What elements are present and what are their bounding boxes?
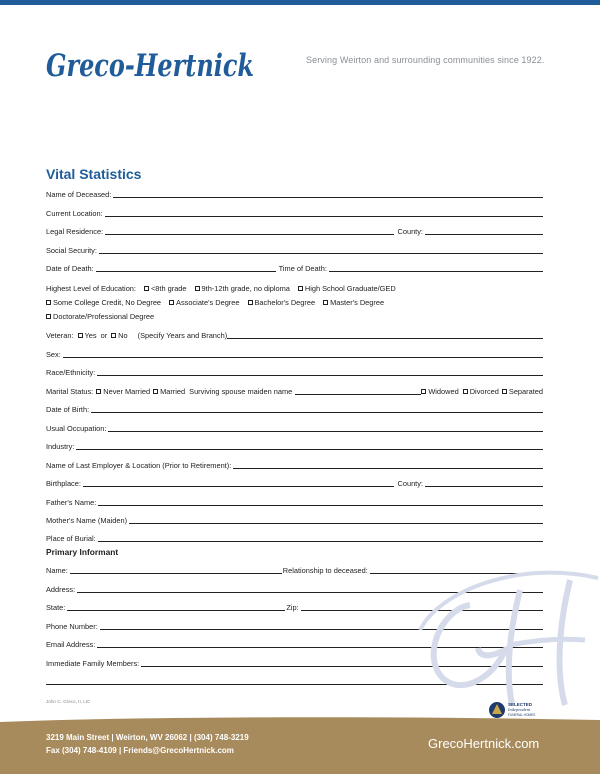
field-race [46, 365, 543, 377]
field-label: Social Security: [46, 246, 97, 255]
website-link[interactable]: GrecoHertnick.com [428, 736, 540, 751]
married-option[interactable]: Married [153, 387, 185, 396]
checkbox[interactable] [111, 333, 116, 338]
checkbox[interactable] [46, 300, 51, 305]
checkbox[interactable] [298, 286, 303, 291]
field-label: Address: [46, 585, 76, 594]
field-last-employer [46, 458, 543, 470]
field-label: Current Location: [46, 209, 103, 218]
footer-address [46, 731, 249, 757]
education-option[interactable]: Some College Credit, No Degree [46, 298, 161, 307]
education-option[interactable]: Bachelor's Degree [248, 298, 316, 307]
checkbox[interactable] [96, 389, 101, 394]
field-label: Immediate Family Members: [46, 659, 140, 668]
field-label: State: [46, 603, 66, 612]
veteran-specify-input[interactable] [227, 330, 543, 339]
field-label: Date of Birth: [46, 405, 90, 414]
field-label: Birthplace: [46, 479, 81, 488]
veteran-no-option[interactable]: No [111, 331, 127, 340]
logo-text: Greco-Hertnick [46, 48, 254, 84]
field-usual-occupation [46, 421, 543, 433]
field-label: Phone Number: [46, 622, 98, 631]
name-of-deceased-input[interactable] [113, 189, 543, 198]
veteran-yes-option[interactable]: Yes [78, 331, 97, 340]
race-input[interactable] [97, 367, 543, 376]
field-label: Name: [46, 566, 68, 575]
checkbox[interactable] [323, 300, 328, 305]
primary-informant-heading: Primary Informant [46, 547, 119, 557]
field-label: Usual Occupation: [46, 424, 107, 433]
checkbox[interactable] [195, 286, 200, 291]
tagline: Serving Weirton and surrounding communities since 1922. [306, 55, 545, 65]
separated-option[interactable]: Separated [502, 387, 543, 396]
field-label: Time of Death: [278, 264, 327, 273]
field-label: Name of Last Employer & Location (Prior to Retirement): [46, 461, 232, 470]
form-title: Vital Statistics [46, 166, 142, 182]
gh-monogram-watermark [400, 570, 600, 710]
mothers-name-input[interactable] [129, 515, 543, 524]
checkbox[interactable] [463, 389, 468, 394]
current-location-input[interactable] [105, 208, 543, 217]
field-date-of-birth [46, 402, 543, 414]
date-of-death-input[interactable] [96, 263, 276, 272]
county-input[interactable] [425, 226, 543, 235]
education-option[interactable]: High School Graduate/GED [298, 284, 396, 293]
field-label: Zip: [286, 603, 299, 612]
fathers-name-input[interactable] [98, 497, 543, 506]
field-label: County: [397, 479, 423, 488]
education-option[interactable]: Doctorate/Professional Degree [46, 312, 154, 321]
address-line-2[interactable]: Fax (304) 748-4109 | Friends@GrecoHertnick.com [46, 746, 234, 755]
field-label: Email Address: [46, 640, 96, 649]
field-label: Mother's Name (Maiden) [46, 516, 128, 525]
field-label: Relationship to deceased: [282, 566, 368, 575]
education-option[interactable]: 9th-12th grade, no diploma [195, 284, 290, 293]
checkbox[interactable] [46, 314, 51, 319]
checkbox[interactable] [502, 389, 507, 394]
spouse-maiden-name-input[interactable] [295, 386, 421, 395]
birthplace-input[interactable] [83, 478, 394, 487]
checkbox[interactable] [421, 389, 426, 394]
address-line-1: 3219 Main Street | Weirton, WV 26062 | (304) 748-3219 [46, 733, 249, 742]
education-option[interactable]: <8th grade [144, 284, 187, 293]
checkbox[interactable] [144, 286, 149, 291]
field-label: Marital Status: [46, 387, 94, 396]
field-education [46, 281, 543, 293]
svg-text:Independent: Independent [508, 707, 531, 712]
svg-text:FUNERAL HOMES: FUNERAL HOMES [508, 713, 536, 717]
field-date-time-of-death [46, 261, 543, 273]
surviving-spouse-label: Surviving spouse maiden name [189, 387, 293, 396]
field-marital-status [46, 384, 543, 396]
svg-text:SELECTED: SELECTED [508, 702, 533, 707]
greco-hertnick-logo [44, 34, 259, 94]
informant-name-input[interactable] [70, 565, 282, 574]
field-veteran [46, 328, 543, 340]
checkbox[interactable] [169, 300, 174, 305]
field-fathers-name [46, 495, 543, 507]
field-birthplace [46, 476, 543, 488]
field-label: Date of Death: [46, 264, 94, 273]
field-label: Race/Ethnicity: [46, 368, 96, 377]
top-accent-bar [0, 0, 600, 5]
field-label: Industry: [46, 442, 75, 451]
field-place-of-burial [46, 531, 543, 543]
field-current-location [46, 206, 543, 218]
field-education-row3 [46, 309, 543, 321]
legal-residence-input[interactable] [105, 226, 393, 235]
birth-county-input[interactable] [425, 478, 543, 487]
field-label: County: [397, 227, 423, 236]
checkbox[interactable] [153, 389, 158, 394]
field-label: Highest Level of Education: [46, 284, 136, 293]
field-label: Sex: [46, 350, 61, 359]
field-label: Place of Burial: [46, 534, 96, 543]
field-education-row2 [46, 295, 543, 307]
sex-input[interactable] [63, 349, 543, 358]
field-label: Legal Residence: [46, 227, 104, 236]
field-label: Veteran: [46, 331, 74, 340]
field-sex [46, 347, 543, 359]
state-input[interactable] [67, 602, 285, 611]
industry-input[interactable] [76, 441, 543, 450]
education-option[interactable]: Associate's Degree [169, 298, 239, 307]
field-mothers-name [46, 513, 543, 525]
last-employer-input[interactable] [233, 460, 543, 469]
divorced-option[interactable]: Divorced [463, 387, 499, 396]
veteran-or-text: or [100, 331, 108, 340]
usual-occupation-input[interactable] [108, 423, 543, 432]
field-social-security [46, 243, 543, 255]
place-of-burial-input[interactable] [98, 533, 543, 542]
date-of-birth-input[interactable] [91, 404, 543, 413]
widowed-option[interactable]: Widowed [421, 387, 458, 396]
checkbox[interactable] [248, 300, 253, 305]
field-industry [46, 439, 543, 451]
social-security-input[interactable] [99, 245, 543, 254]
education-option[interactable]: Master's Degree [323, 298, 384, 307]
field-label: Father's Name: [46, 498, 97, 507]
veteran-specify-label: (Specify Years and Branch) [137, 331, 228, 340]
checkbox[interactable] [78, 333, 83, 338]
field-name-of-deceased [46, 187, 543, 199]
never-married-option[interactable]: Never Married [96, 387, 150, 396]
field-label: Name of Deceased: [46, 190, 112, 199]
time-of-death-input[interactable] [329, 263, 543, 272]
field-legal-residence [46, 224, 543, 236]
credit-text: John C. Greco, II, LIC [46, 699, 91, 704]
